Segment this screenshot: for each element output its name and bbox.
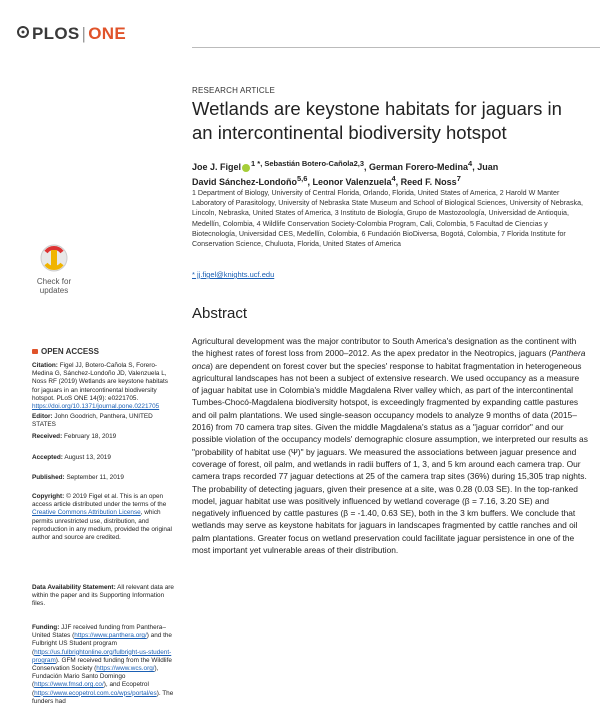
author-list: Joe J. Figel $^{1 *, Sebastián Botero-Cañola2,3}$, German Forero-Medina$^4$, Juan David Sánchez-Londoño$^{5,6}$, Leonor Valenzuela$^4$, Reed F. Noss$^7$ xyxy=(192,159,499,187)
funding-link[interactable]: https://us.fulbrightonline.org/fulbright-us-student-program xyxy=(32,648,172,664)
journal-logo[interactable]: PLOS | ONE xyxy=(32,24,126,44)
open-access-label: OPEN ACCESS xyxy=(32,347,99,356)
copyright-block: Copyright: © 2019 Figel et al. This is an open access article distributed under the terms of the Creative Commons Attribution License, which permits unrestricted use, distribution, and reproduction in any medium, provided the original author and source are credited. xyxy=(32,493,172,542)
affiliations: 1 Department of Biology, University of Central Florida, Orlando, Florida, United States of America, 2 Harold W Manter Laboratory of Parasitology, University of Nebraska State Museum and School of Biological Sciences, University of Nebraska, Lincoln, Nebraska, United States of America, 3 Instituto de Biología, Grupo de Mastozoología, Universidad de Antioquia, Medellín, Colombia, 4 Wildlife Conservation Society-Colombia Program, Cali, Colombia, 5 Facultad de Ciencias y Biotecnología, Universidad CES, Medellín, Colombia, 6 Fundación BioDiversa, Bogotá, Colombia, 7 Florida Institute for Conservation Science, Chuluota, Florida, United States of America xyxy=(192,189,583,249)
citation-block: Citation: Figel JJ, Botero-Cañola S, Forero-Medina G, Sánchez-Londoño JD, Valenzuela L, Noss RF (2019) Wetlands are keystone habitats for jaguars in an intercontinental biodiversity hotspot. PLoS ONE 14(9): e0221705. https://doi.org/10.1371/journal.pone.0221705 xyxy=(32,362,168,411)
published-block: Published: September 11, 2019 xyxy=(32,474,124,481)
article-title: Wetlands are keystone habitats for jaguars in an intercontinental biodiversity hotspot xyxy=(192,98,562,143)
abstract-body: Agricultural development was the major contributor to South America's designation as the continent with the highest rates of forest loss from 2000–2012. As the apex predator in the Neotropics, jaguars (Panthera onca) are dependent on forest cover but the species' response to habitat fragmentation in heterogeneous agricultural landscapes has not been a subject of extensive research. We used occupancy as a measure of jaguar habitat use in Colombia's middle Magdalena River valley which, as part of the intercontinental Tumbes-Chocó-Magdalena biodiversity hotspot, is exceedingly fragmented by expanding cattle pastures and oil palm plantations. We used single-season occupancy models to analyze 9 months of data (2015–2016) from 70 camera trap sites. Given the middle Magdalena's status as a "jaguar corridor" and our possible violation of the occupancy models' demographic closure assumption, we interpreted our results as "probability of habitat use (Ψ)" by jaguars. We measured the associations between jaguar presence and coverage of forest, oil palm, and wetlands in radii buffers of 1, 3, and 5 km around each camera trap. Our camera traps recorded 77 jaguar detections at 25 of the camera trap sites (36%) during 15,305 trap nights. The probability of detecting jaguars, given their presence at a site, was 0.28 (0.03 SE). In the top-ranked model, jaguar habitat use was positively influenced by wetland coverage (β = 7.16, 3.20 SE) and negatively influenced by cattle pastures (β = -1.40, 0.63 SE), both in the 3 km buffers. We conclude that wetlands may serve as keystone habitats for jaguars in landscapes fragmented by cattle ranches and oil palm plantations. Greater focus on wetland preservation could facilitate jaguar persistence in one of the most important yet vulnerable areas of their distribution. xyxy=(192,336,588,556)
check-for-updates-badge[interactable]: Check for updates xyxy=(28,244,80,304)
header-divider xyxy=(192,47,600,48)
funding-link[interactable]: https://www.wcs.org/ xyxy=(96,665,155,673)
license-link[interactable]: Creative Commons Attribution License xyxy=(32,509,141,517)
author-name[interactable]: Joe J. Figel xyxy=(192,162,242,172)
lock-icon xyxy=(32,349,38,354)
article-type-label: RESEARCH ARTICLE xyxy=(192,86,276,95)
corresponding-email[interactable]: * jj.figel@knights.ucf.edu xyxy=(192,270,275,279)
check-for-updates-icon xyxy=(28,244,80,276)
funding-link[interactable]: https://www.fmsd.org.co/ xyxy=(34,681,104,689)
editor-block: Editor: John Goodrich, Panthera, UNITED STATES xyxy=(32,413,153,429)
plos-logo-icon xyxy=(17,26,29,38)
orcid-icon[interactable] xyxy=(242,164,250,172)
funding-link[interactable]: https://www.ecopetrol.com.co/wps/portal/es xyxy=(34,689,157,697)
journal-name: ONE xyxy=(88,24,126,43)
species-name: Panthera onca xyxy=(192,348,586,371)
author-name[interactable]: David Sánchez-Londoño xyxy=(192,177,298,187)
data-availability-block: Data Availability Statement: All relevant data are within the paper and its Supporting Information files. xyxy=(32,584,174,608)
accepted-block: Accepted: August 13, 2019 xyxy=(32,454,111,461)
funding-link[interactable]: https://www.panthera.org/ xyxy=(74,632,147,640)
doi-link[interactable]: https://doi.org/10.1371/journal.pone.0221705 xyxy=(32,403,160,411)
funding-block: Funding: JJF received funding from Panthera–United States (https://www.panthera.org/) and the Fulbright US Student program (https://us.fulbrightonline.org/fulbright-us-student-program). GFM received funding from the Wildlife Conservation Society (https://www.wcs.org/), Fundación Mario Santo Domingo (https://www.fmsd.org.co/), and Ecopetrol (https://www.ecopetrol.com.co/wps/portal/es). The funders had xyxy=(32,624,174,705)
abstract-heading: Abstract xyxy=(192,305,248,322)
journal-brand: PLOS xyxy=(32,24,80,43)
received-block: Received: February 18, 2019 xyxy=(32,433,117,440)
